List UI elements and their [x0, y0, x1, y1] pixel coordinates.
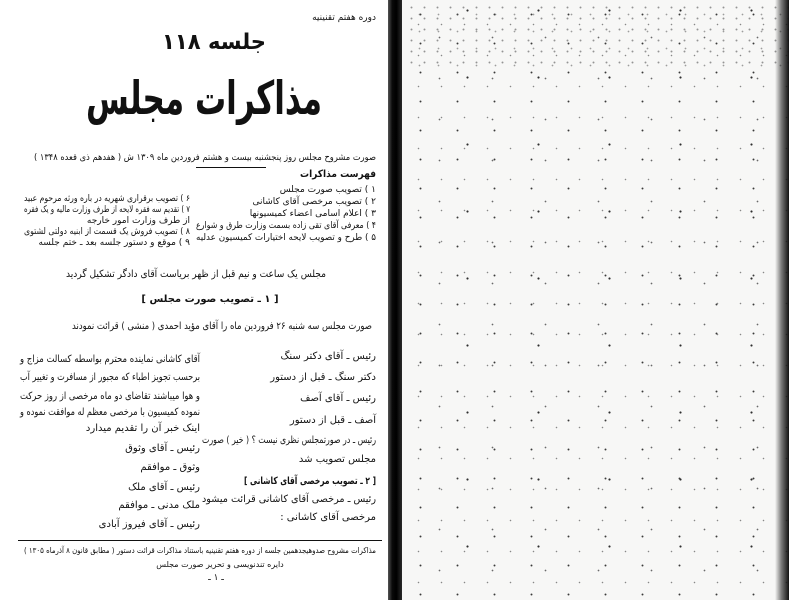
- speech-line: رئیس ـ آقای آصف: [300, 393, 376, 404]
- toc-item: ۲ ) تصویب مرخصی آقای کاشانی: [252, 197, 376, 207]
- speech-line: آصف ـ قبل از دستور: [289, 415, 376, 426]
- speech-line: رئیس ـ آقای دکتر سنگ: [280, 351, 376, 362]
- speech-line: رئیس ـ مرخصی آقای کاشانی قرائت میشود: [202, 494, 376, 505]
- opening-statement: مجلس یک ساعت و نیم قبل از ظهر بریاست آقای دادگر تشکیل گردید: [66, 269, 327, 280]
- speech-line: مجلس تصویب شد: [298, 454, 376, 465]
- toc-item: ۸ ) تصویب فروش یک قسمت از ابنیه دولتی لشتوی: [23, 227, 190, 237]
- toc-item: ۶ ) تصویب برقراری شهریه در باره ورثه مرحوم عبید: [24, 194, 190, 204]
- page-title: مذاکرات مجلس: [85, 71, 322, 125]
- speech-line: رئیس ـ آقای فیروز آبادی: [98, 519, 200, 530]
- toc-item: ۷ ) تقدیم سه فقره لایحه از طرف وزارت مالیه و یک فقره: [24, 205, 190, 215]
- page-edge-shadow: [775, 0, 789, 600]
- toc-heading: فهرست مذاکرات: [300, 169, 376, 180]
- subtitle-underline: [196, 167, 266, 168]
- leave-report-line: آقای کاشانی نماینده محترم بواسطه کسالت مزاج و: [20, 354, 201, 365]
- speech-line: مرخصی آقای کاشانی :: [280, 512, 376, 523]
- toc-item: ۳ ) اعلام اسامی اعضاء کمیسیونها: [249, 209, 376, 219]
- leave-report-line: اینک خبر آن را تقدیم میدارد: [85, 423, 200, 434]
- toc-item: ۴ ) معرفی آقای تقی زاده بسمت وزارت طرق و شوارع: [195, 221, 376, 231]
- speech-line: رئیس ـ آقای ملک: [128, 482, 200, 493]
- leave-report-line: برحسب تجویز اطباء که مجبور از مسافرت و تغییر آب: [19, 372, 201, 383]
- toc-item: ۹ ) موقع و دستور جلسه بعد ـ ختم جلسه: [38, 238, 190, 248]
- speech-line: رئیس ـ آقای وثوق: [125, 443, 200, 454]
- session-number: جلسه ۱۱۸: [162, 30, 266, 55]
- leave-report-line: و هوا میباشند تقاضای دو ماه مرخصی از روز حرکت: [20, 391, 200, 402]
- scan-noise: [402, 0, 789, 70]
- left-page: [0, 0, 390, 600]
- footer-note: مذاکرات مشروح صدوهیجدهمین جلسه از دوره هفتم تقنینیه باستناد مذاکرات قرائت دستور ( مطابق قانون ۸ آذرماه ۱۳۰۵ ): [24, 546, 376, 555]
- book-spine: [388, 0, 402, 600]
- session-subtitle: صورت مشروح مجلس روز پنجشنبه بیست و هشتم فروردین ماه ۱۳۰۹ ش ( هفدهم ذی قعده ۱۳۴۸ ): [34, 153, 376, 163]
- term-label: دوره هفتم تقنینیه: [312, 13, 376, 23]
- speech-line: رئیس ـ در صورتمجلس نظری نیست ؟ ( خیر ) صورت: [201, 435, 376, 446]
- section-heading: [ ۱ ـ تصویب صورت مجلس ]: [141, 294, 279, 305]
- toc-item: ۵ ) طرح و تصویب لایحه اختیارات کمیسیون عدلیه: [196, 233, 376, 243]
- speech-line: دکتر سنگ ـ قبل از دستور: [270, 372, 376, 383]
- blank-right-page: [402, 0, 789, 600]
- footer-rule: [18, 540, 382, 541]
- toc-item: از طرف وزارت امور خارجه: [86, 216, 190, 226]
- page-number: ـ ۱ ـ: [208, 573, 224, 583]
- leave-report-line: نموده کمیسیون با مرخصی معظم له موافقت نموده و: [20, 407, 201, 418]
- speech-line: ملک مدنی ـ موافقم: [118, 500, 200, 511]
- speech-line: وثوق ـ موافقم: [140, 462, 200, 473]
- footer-department: دایره تندنویسی و تحریر صورت مجلس: [156, 560, 284, 569]
- toc-item: ۱ ) تصویب صورت مجلس: [279, 185, 376, 195]
- section-heading: [ ۲ ـ تصویب مرخصی آقای کاشانی ]: [244, 476, 376, 487]
- minutes-reading: صورت مجلس سه شنبه ۲۶ فروردین ماه را آقای مؤید احمدی ( منشی ) قرائت نمودند: [72, 321, 372, 332]
